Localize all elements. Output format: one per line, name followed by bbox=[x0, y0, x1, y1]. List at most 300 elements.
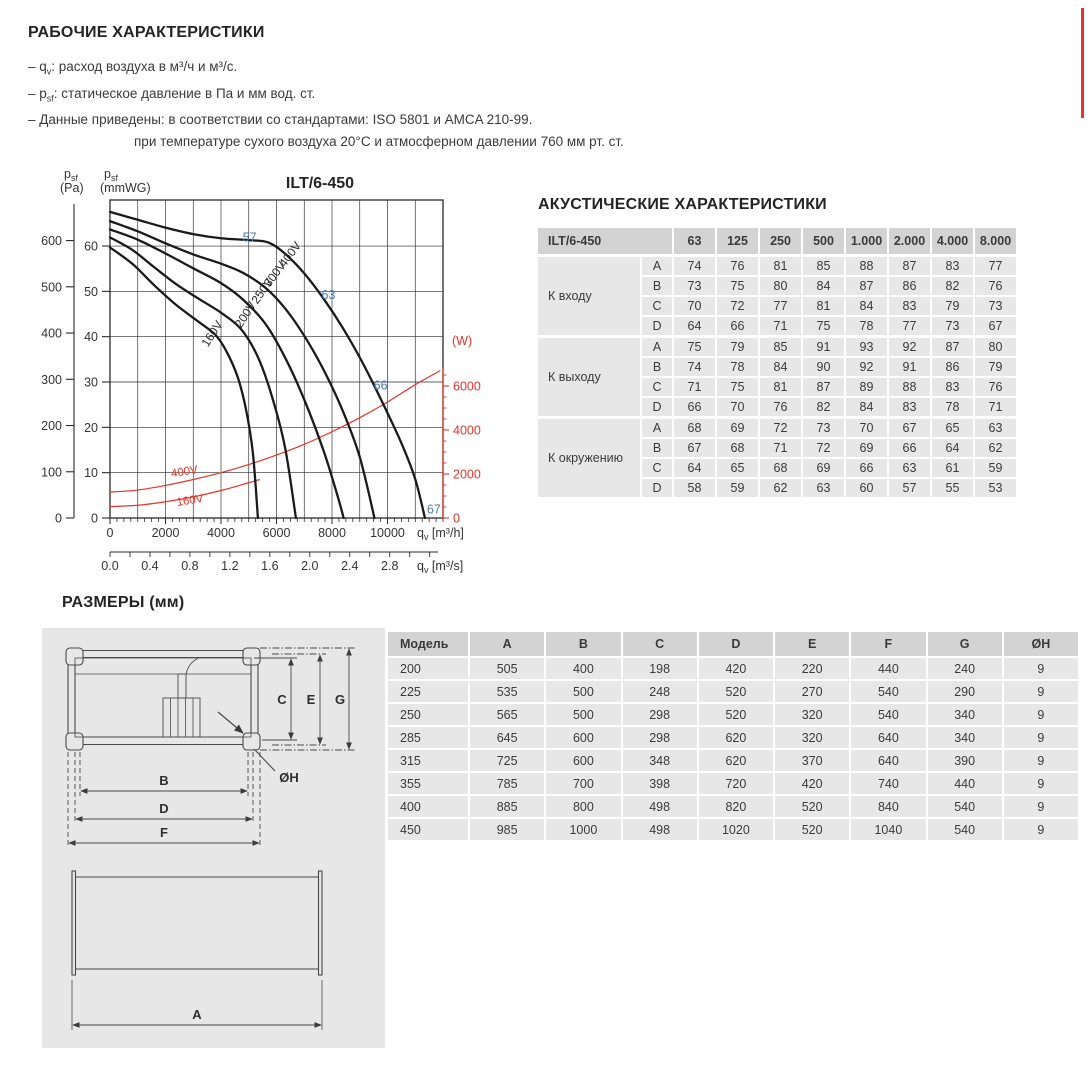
value-cell: 785 bbox=[470, 773, 544, 794]
freq-header-cell: 2.000 bbox=[889, 228, 930, 254]
power-axis-unit: (W) bbox=[452, 334, 473, 348]
value-cell: 9 bbox=[1004, 727, 1078, 748]
svg-text:1.6: 1.6 bbox=[261, 559, 279, 573]
value-cell: 75 bbox=[717, 378, 758, 396]
svg-text:4000: 4000 bbox=[453, 423, 481, 438]
value-cell: 88 bbox=[889, 378, 930, 396]
value-cell: 79 bbox=[975, 358, 1016, 376]
value-cell: 9 bbox=[1004, 819, 1078, 840]
value-cell: 440 bbox=[928, 773, 1002, 794]
value-cell: 320 bbox=[775, 704, 849, 725]
row-key-cell: C bbox=[642, 459, 672, 477]
value-cell: 645 bbox=[470, 727, 544, 748]
value-cell: 9 bbox=[1004, 704, 1078, 725]
power-curve-label-400V: 400V bbox=[170, 464, 199, 481]
dim-label-a: A bbox=[192, 1007, 202, 1022]
row-key-cell: D bbox=[642, 479, 672, 497]
value-cell: 400 bbox=[546, 658, 620, 679]
pressure-curve-label-400V: 400V bbox=[275, 238, 304, 270]
acoustics-group bbox=[538, 257, 1016, 335]
model-cell: 200 bbox=[388, 658, 468, 679]
value-cell: 76 bbox=[760, 398, 801, 416]
value-cell: 63 bbox=[975, 419, 1016, 437]
svg-text:0.4: 0.4 bbox=[141, 559, 159, 573]
value-cell: 66 bbox=[889, 439, 930, 457]
power-axis bbox=[443, 334, 481, 526]
value-cell: 73 bbox=[674, 277, 715, 295]
performance-chart-svg bbox=[18, 166, 523, 591]
svg-text:2.4: 2.4 bbox=[341, 559, 359, 573]
svg-text:8000: 8000 bbox=[318, 526, 346, 540]
pressure-curve-label-300V: 300V bbox=[260, 258, 289, 290]
pressure-curve-250V bbox=[110, 229, 344, 518]
value-cell: 68 bbox=[717, 439, 758, 457]
freq-header-cell: 250 bbox=[760, 228, 801, 254]
model-cell: 250 bbox=[388, 704, 468, 725]
value-cell: 68 bbox=[674, 419, 715, 437]
value-cell: 500 bbox=[546, 704, 620, 725]
svg-text:2000: 2000 bbox=[453, 467, 481, 482]
value-cell: 1040 bbox=[851, 819, 925, 840]
value-cell: 520 bbox=[775, 796, 849, 817]
model-cell: 285 bbox=[388, 727, 468, 748]
working-note-line: при температуре сухого воздуха 20°C и атмосферном давлении 760 мм рт. ст. bbox=[134, 134, 624, 150]
value-cell: 65 bbox=[717, 459, 758, 477]
mmwg-axis-unit: (mmWG) bbox=[100, 181, 151, 195]
pressure-curve-400V bbox=[110, 212, 425, 518]
value-cell: 89 bbox=[846, 378, 887, 396]
working-characteristics-section bbox=[28, 24, 808, 153]
value-cell: 86 bbox=[889, 277, 930, 295]
value-cell: 600 bbox=[546, 750, 620, 771]
value-cell: 74 bbox=[674, 257, 715, 275]
freq-header-cell: 4.000 bbox=[932, 228, 973, 254]
svg-text:6000: 6000 bbox=[262, 526, 291, 540]
svg-text:100: 100 bbox=[41, 465, 62, 480]
value-cell: 505 bbox=[470, 658, 544, 679]
pressure-curve-300V bbox=[110, 221, 374, 518]
row-key-cell: C bbox=[642, 378, 672, 396]
value-cell: 83 bbox=[932, 257, 973, 275]
value-cell: 340 bbox=[928, 704, 1002, 725]
value-cell: 78 bbox=[846, 317, 887, 335]
value-cell: 64 bbox=[932, 439, 973, 457]
value-cell: 74 bbox=[674, 358, 715, 376]
value-cell: 81 bbox=[760, 257, 801, 275]
value-cell: 76 bbox=[975, 378, 1016, 396]
performance-chart bbox=[18, 166, 523, 591]
dimensions-table bbox=[388, 630, 1078, 840]
row-key-cell: D bbox=[642, 317, 672, 335]
svg-text:0: 0 bbox=[91, 511, 98, 526]
row-key-cell: B bbox=[642, 358, 672, 376]
svg-text:30: 30 bbox=[84, 375, 98, 390]
value-cell: 81 bbox=[760, 378, 801, 396]
value-cell: 75 bbox=[717, 277, 758, 295]
value-cell: 85 bbox=[760, 338, 801, 356]
dimension-lines bbox=[68, 648, 355, 848]
value-cell: 66 bbox=[846, 459, 887, 477]
value-cell: 370 bbox=[775, 750, 849, 771]
freq-header-cell: 8.000 bbox=[975, 228, 1016, 254]
dim-header-cell: ØH bbox=[1004, 632, 1078, 656]
value-cell: 800 bbox=[546, 796, 620, 817]
noise-level-label: 57 bbox=[242, 230, 257, 245]
dim-header-cell: G bbox=[928, 632, 1002, 656]
value-cell: 290 bbox=[928, 681, 1002, 702]
value-cell: 60 bbox=[846, 479, 887, 497]
model-cell: 355 bbox=[388, 773, 468, 794]
value-cell: 76 bbox=[975, 277, 1016, 295]
section-title-acoustics: АКУСТИЧЕСКИЕ ХАРАКТЕРИСТИКИ bbox=[538, 196, 827, 213]
pa-axis-unit: (Pa) bbox=[60, 181, 84, 195]
svg-text:0: 0 bbox=[106, 526, 114, 540]
value-cell: 79 bbox=[717, 338, 758, 356]
acoustics-table bbox=[538, 228, 1016, 497]
dim-label-b: B bbox=[159, 773, 169, 788]
value-cell: 64 bbox=[674, 317, 715, 335]
svg-text:4000: 4000 bbox=[207, 526, 235, 540]
value-cell: 9 bbox=[1004, 773, 1078, 794]
svg-text:1.2: 1.2 bbox=[221, 559, 239, 573]
value-cell: 58 bbox=[674, 479, 715, 497]
svg-text:300: 300 bbox=[41, 372, 62, 387]
value-cell: 82 bbox=[932, 277, 973, 295]
value-cell: 72 bbox=[760, 419, 801, 437]
pressure-curve-label-160V: 160V bbox=[198, 318, 226, 350]
value-cell: 66 bbox=[717, 317, 758, 335]
working-note-line: – Данные приведены: в соответствии со стандартами: ISO 5801 и AMCA 210-99. bbox=[28, 112, 533, 128]
acoustics-group-label: К выходу bbox=[538, 338, 640, 416]
value-cell: 565 bbox=[470, 704, 544, 725]
value-cell: 9 bbox=[1004, 681, 1078, 702]
value-cell: 220 bbox=[775, 658, 849, 679]
table-row bbox=[388, 750, 1078, 771]
value-cell: 55 bbox=[932, 479, 973, 497]
acoustics-group-label: К входу bbox=[538, 257, 640, 335]
value-cell: 840 bbox=[851, 796, 925, 817]
value-cell: 61 bbox=[932, 459, 973, 477]
noise-level-label: 67 bbox=[426, 502, 441, 517]
freq-header-cell: 500 bbox=[803, 228, 844, 254]
value-cell: 71 bbox=[760, 317, 801, 335]
value-cell: 820 bbox=[699, 796, 773, 817]
value-cell: 535 bbox=[470, 681, 544, 702]
svg-text:6000: 6000 bbox=[453, 379, 481, 394]
model-cell: 400 bbox=[388, 796, 468, 817]
value-cell: 77 bbox=[889, 317, 930, 335]
svg-text:400: 400 bbox=[41, 326, 62, 341]
value-cell: 57 bbox=[889, 479, 930, 497]
value-cell: 92 bbox=[889, 338, 930, 356]
power-curve-label-160V: 160V bbox=[175, 492, 205, 509]
dim-label-f: F bbox=[160, 825, 168, 840]
svg-text:50: 50 bbox=[84, 284, 98, 299]
value-cell: 82 bbox=[803, 398, 844, 416]
value-cell: 520 bbox=[699, 681, 773, 702]
x-axis-m3s bbox=[101, 552, 438, 573]
dim-label-h: ØH bbox=[279, 770, 299, 785]
value-cell: 83 bbox=[889, 398, 930, 416]
value-cell: 84 bbox=[760, 358, 801, 376]
value-cell: 500 bbox=[546, 681, 620, 702]
value-cell: 91 bbox=[889, 358, 930, 376]
acoustics-model-cell: ILT/6-450 bbox=[538, 228, 672, 254]
value-cell: 540 bbox=[928, 819, 1002, 840]
value-cell: 885 bbox=[470, 796, 544, 817]
value-cell: 59 bbox=[717, 479, 758, 497]
value-cell: 520 bbox=[775, 819, 849, 840]
dimensions-table-header bbox=[388, 632, 1078, 656]
value-cell: 59 bbox=[975, 459, 1016, 477]
svg-text:2.8: 2.8 bbox=[381, 559, 399, 573]
svg-text:60: 60 bbox=[84, 239, 98, 254]
mmwg-axis-label: $p_{sf}$ bbox=[104, 167, 118, 183]
value-cell: 71 bbox=[674, 378, 715, 396]
acoustics-section bbox=[538, 196, 1016, 497]
acoustics-group-label: К окружению bbox=[538, 419, 640, 497]
value-cell: 620 bbox=[699, 727, 773, 748]
x-axis-unit-m3h: $q_v$ [m³/h] bbox=[417, 526, 464, 542]
value-cell: 62 bbox=[975, 439, 1016, 457]
working-note-line: – $p_{sf}$: статическое давление в Па и мм вод. ст. bbox=[28, 85, 316, 104]
acoustics-group bbox=[538, 419, 1016, 497]
acoustics-table-header bbox=[538, 228, 1016, 254]
row-key-cell: A bbox=[642, 338, 672, 356]
model-cell: 450 bbox=[388, 819, 468, 840]
value-cell: 92 bbox=[846, 358, 887, 376]
dim-header-cell: Модель bbox=[388, 632, 468, 656]
row-key-cell: B bbox=[642, 439, 672, 457]
value-cell: 79 bbox=[932, 297, 973, 315]
value-cell: 498 bbox=[623, 819, 697, 840]
power-curve-400V bbox=[110, 371, 440, 492]
value-cell: 270 bbox=[775, 681, 849, 702]
table-row bbox=[388, 681, 1078, 702]
pressure-curve-label-200V: 200V bbox=[231, 299, 259, 331]
value-cell: 320 bbox=[775, 727, 849, 748]
svg-text:10000: 10000 bbox=[370, 526, 405, 540]
mmwg-axis bbox=[84, 240, 110, 526]
value-cell: 198 bbox=[623, 658, 697, 679]
value-cell: 76 bbox=[717, 257, 758, 275]
dimension-drawing-panel bbox=[42, 628, 385, 1048]
freq-header-cell: 63 bbox=[674, 228, 715, 254]
value-cell: 75 bbox=[674, 338, 715, 356]
svg-text:0.8: 0.8 bbox=[181, 559, 199, 573]
dim-header-cell: E bbox=[775, 632, 849, 656]
fan-frame-front-view bbox=[66, 648, 260, 750]
value-cell: 67 bbox=[975, 317, 1016, 335]
value-cell: 71 bbox=[760, 439, 801, 457]
svg-text:2000: 2000 bbox=[151, 526, 180, 540]
svg-text:500: 500 bbox=[41, 280, 62, 295]
svg-text:600: 600 bbox=[41, 234, 62, 249]
value-cell: 440 bbox=[851, 658, 925, 679]
svg-text:0: 0 bbox=[55, 511, 62, 526]
x-axis-unit-m3s: $q_v$ [m³/s] bbox=[417, 559, 464, 575]
model-cell: 225 bbox=[388, 681, 468, 702]
value-cell: 77 bbox=[760, 297, 801, 315]
value-cell: 71 bbox=[975, 398, 1016, 416]
value-cell: 640 bbox=[851, 750, 925, 771]
table-row bbox=[388, 819, 1078, 840]
value-cell: 67 bbox=[889, 419, 930, 437]
value-cell: 87 bbox=[846, 277, 887, 295]
value-cell: 68 bbox=[760, 459, 801, 477]
svg-text:2.0: 2.0 bbox=[301, 559, 319, 573]
value-cell: 63 bbox=[889, 459, 930, 477]
model-cell: 315 bbox=[388, 750, 468, 771]
dim-header-cell: B bbox=[546, 632, 620, 656]
table-row bbox=[388, 704, 1078, 725]
value-cell: 740 bbox=[851, 773, 925, 794]
working-note-line: – $q_v$: расход воздуха в м³/ч и м³/с. bbox=[28, 59, 238, 77]
svg-text:0: 0 bbox=[453, 511, 460, 526]
value-cell: 725 bbox=[470, 750, 544, 771]
dimension-drawing bbox=[42, 628, 385, 1048]
value-cell: 67 bbox=[674, 439, 715, 457]
table-row bbox=[388, 727, 1078, 748]
value-cell: 985 bbox=[470, 819, 544, 840]
value-cell: 73 bbox=[975, 297, 1016, 315]
dim-header-cell: A bbox=[470, 632, 544, 656]
value-cell: 87 bbox=[803, 378, 844, 396]
svg-text:10: 10 bbox=[84, 466, 98, 481]
value-cell: 240 bbox=[928, 658, 1002, 679]
value-cell: 72 bbox=[717, 297, 758, 315]
value-cell: 84 bbox=[846, 398, 887, 416]
x-axis bbox=[107, 518, 443, 540]
value-cell: 85 bbox=[803, 257, 844, 275]
value-cell: 83 bbox=[889, 297, 930, 315]
svg-text:20: 20 bbox=[84, 420, 98, 435]
value-cell: 70 bbox=[674, 297, 715, 315]
value-cell: 88 bbox=[846, 257, 887, 275]
value-cell: 72 bbox=[803, 439, 844, 457]
row-key-cell: D bbox=[642, 398, 672, 416]
row-key-cell: C bbox=[642, 297, 672, 315]
value-cell: 63 bbox=[803, 479, 844, 497]
value-cell: 81 bbox=[803, 297, 844, 315]
value-cell: 420 bbox=[775, 773, 849, 794]
value-cell: 540 bbox=[851, 704, 925, 725]
value-cell: 9 bbox=[1004, 658, 1078, 679]
value-cell: 91 bbox=[803, 338, 844, 356]
svg-text:40: 40 bbox=[84, 330, 98, 345]
table-row bbox=[388, 796, 1078, 817]
value-cell: 9 bbox=[1004, 796, 1078, 817]
dim-header-cell: C bbox=[623, 632, 697, 656]
row-key-cell: A bbox=[642, 419, 672, 437]
value-cell: 83 bbox=[932, 378, 973, 396]
value-cell: 87 bbox=[889, 257, 930, 275]
value-cell: 73 bbox=[932, 317, 973, 335]
acoustics-group bbox=[538, 338, 1016, 416]
value-cell: 78 bbox=[717, 358, 758, 376]
value-cell: 298 bbox=[623, 704, 697, 725]
value-cell: 700 bbox=[546, 773, 620, 794]
value-cell: 90 bbox=[803, 358, 844, 376]
page-edge-marker bbox=[1081, 8, 1084, 118]
dim-label-d: D bbox=[159, 801, 169, 816]
dim-header-cell: F bbox=[851, 632, 925, 656]
value-cell: 720 bbox=[699, 773, 773, 794]
freq-header-cell: 125 bbox=[717, 228, 758, 254]
pa-axis bbox=[41, 204, 74, 526]
value-cell: 80 bbox=[760, 277, 801, 295]
value-cell: 498 bbox=[623, 796, 697, 817]
value-cell: 398 bbox=[623, 773, 697, 794]
value-cell: 53 bbox=[975, 479, 1016, 497]
value-cell: 65 bbox=[932, 419, 973, 437]
value-cell: 64 bbox=[674, 459, 715, 477]
value-cell: 73 bbox=[803, 419, 844, 437]
svg-text:200: 200 bbox=[41, 419, 62, 434]
dim-label-g: G bbox=[334, 692, 346, 707]
value-cell: 348 bbox=[623, 750, 697, 771]
value-cell: 86 bbox=[932, 358, 973, 376]
dim-label-e: E bbox=[306, 692, 316, 707]
value-cell: 87 bbox=[932, 338, 973, 356]
value-cell: 84 bbox=[846, 297, 887, 315]
value-cell: 1020 bbox=[699, 819, 773, 840]
value-cell: 84 bbox=[803, 277, 844, 295]
value-cell: 62 bbox=[760, 479, 801, 497]
value-cell: 77 bbox=[975, 257, 1016, 275]
svg-text:0.0: 0.0 bbox=[101, 559, 119, 573]
value-cell: 70 bbox=[717, 398, 758, 416]
dim-header-cell: D bbox=[699, 632, 773, 656]
value-cell: 520 bbox=[699, 704, 773, 725]
value-cell: 78 bbox=[932, 398, 973, 416]
value-cell: 540 bbox=[851, 681, 925, 702]
dim-label-c: C bbox=[277, 692, 287, 707]
pressure-curve-label-250V: 250V bbox=[248, 275, 276, 307]
value-cell: 69 bbox=[803, 459, 844, 477]
value-cell: 248 bbox=[623, 681, 697, 702]
value-cell: 340 bbox=[928, 727, 1002, 748]
value-cell: 298 bbox=[623, 727, 697, 748]
table-row bbox=[388, 773, 1078, 794]
table-row bbox=[388, 658, 1078, 679]
value-cell: 66 bbox=[674, 398, 715, 416]
noise-level-label: 63 bbox=[321, 287, 336, 302]
section-title-dimensions: РАЗМЕРЫ (мм) bbox=[62, 594, 185, 611]
value-cell: 640 bbox=[851, 727, 925, 748]
noise-level-label: 66 bbox=[373, 378, 388, 393]
value-cell: 70 bbox=[846, 419, 887, 437]
value-cell: 420 bbox=[699, 658, 773, 679]
section-title-working: РАБОЧИЕ ХАРАКТЕРИСТИКИ bbox=[28, 24, 265, 41]
value-cell: 69 bbox=[717, 419, 758, 437]
value-cell: 9 bbox=[1004, 750, 1078, 771]
row-key-cell: B bbox=[642, 277, 672, 295]
value-cell: 80 bbox=[975, 338, 1016, 356]
value-cell: 75 bbox=[803, 317, 844, 335]
value-cell: 620 bbox=[699, 750, 773, 771]
value-cell: 93 bbox=[846, 338, 887, 356]
value-cell: 1000 bbox=[546, 819, 620, 840]
dimension-labels bbox=[159, 692, 345, 1022]
pa-axis-label: $p_{sf}$ bbox=[64, 167, 78, 183]
row-key-cell: A bbox=[642, 257, 672, 275]
value-cell: 540 bbox=[928, 796, 1002, 817]
freq-header-cell: 1.000 bbox=[846, 228, 887, 254]
value-cell: 600 bbox=[546, 727, 620, 748]
value-cell: 390 bbox=[928, 750, 1002, 771]
working-notes bbox=[28, 56, 808, 153]
